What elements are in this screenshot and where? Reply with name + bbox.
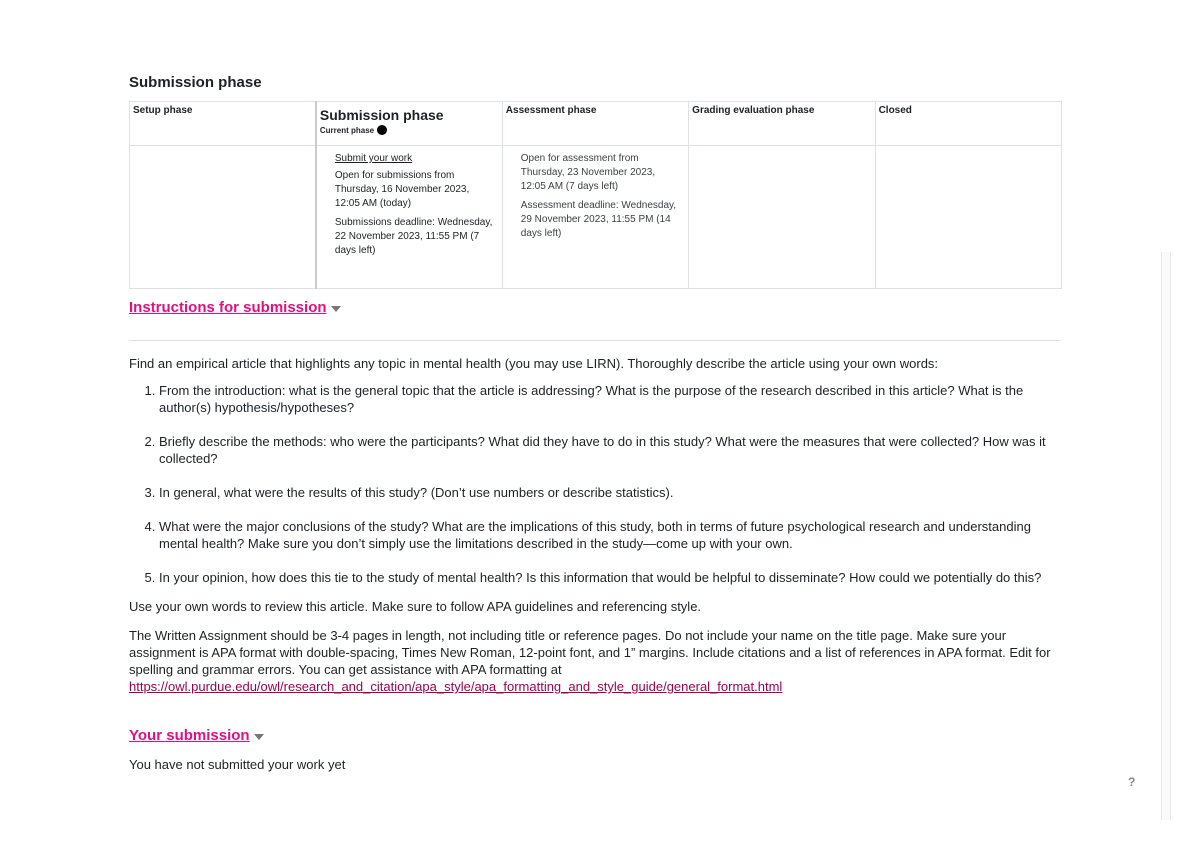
- phase-header-submission: [316, 102, 502, 146]
- phase-header-setup: Setup phase: [130, 102, 316, 146]
- current-phase-label: Current phase: [319, 125, 375, 135]
- review-note: Use your own words to review this article. Make sure to follow APA guidelines and referencing style.: [129, 599, 702, 614]
- help-icon[interactable]: ?: [1128, 775, 1136, 789]
- submission-deadline-info: Submissions deadline: Wednesday, 22 November 2023, 11:55 PM (7 days left): [334, 217, 493, 256]
- current-phase-indicator: [320, 125, 499, 135]
- phase-header-grading: Grading evaluation phase: [689, 102, 875, 146]
- question-item: 3. In general, what were the results of this study? (Don’t use numbers or describe statistics).: [159, 484, 1061, 501]
- active-phase-title: Submission phase: [319, 107, 444, 123]
- phase-cell-setup: [130, 146, 316, 289]
- assessment-deadline-info: Assessment deadline: Wednesday, 29 November 2023, 11:55 PM (14 days left): [520, 200, 677, 239]
- page-title: Submission phase: [129, 74, 262, 91]
- instructions-question-list: [129, 382, 1061, 586]
- phase-cell-submission: [316, 146, 502, 289]
- question-item: 5. In your opinion, how does this tie to the study of mental health? Is this information that would be helpful to disseminate? How could we potentially do this?: [159, 569, 1061, 586]
- phase-cell-assessment: [502, 146, 688, 289]
- caret-down-icon[interactable]: [331, 306, 341, 312]
- question-item: 2. Briefly describe the methods: who were the participants? What did they have to do in this study? What were the measures that were collected? How was it collected?: [159, 433, 1061, 467]
- submit-work-link[interactable]: Submit your work: [334, 153, 413, 164]
- format-note-text: The Written Assignment should be 3-4 pages in length, not including title or reference pages. Do not include your name on the title page. Make sure your assignment is APA format with double-spacing, Times New Roman, 12-point font, and 1” margins. Include citations and a list of references in APA format. Edit for spelling and grammar errors. You can get assistance with APA formatting at: [129, 628, 1051, 677]
- phase-header-assessment: Assessment phase: [502, 102, 688, 146]
- caret-down-icon[interactable]: [254, 734, 264, 740]
- instructions-toggle[interactable]: [129, 299, 1061, 316]
- submission-toggle[interactable]: [129, 727, 1061, 744]
- question-item: 4. What were the major conclusions of the study? What are the implications of this study, both in terms of future psychological research and understanding mental health? Make sure you don’t simply use the limitations described in the study—come up with your own.: [159, 518, 1061, 552]
- assessment-open-info: Open for assessment from Thursday, 23 November 2023, 12:05 AM (7 days left): [520, 153, 656, 192]
- main-content: [129, 72, 1061, 772]
- question-item: 1. From the introduction: what is the general topic that the article is addressing? What is the purpose of the research described in this article? What is the author(s) hypothesis/hypotheses?: [159, 382, 1061, 416]
- instructions-intro: Find an empirical article that highlights any topic in mental health (you may use LIRN). Thoroughly describe the article using your own words:: [129, 356, 939, 371]
- format-note-paragraph: [129, 627, 1061, 695]
- section-divider: [129, 340, 1061, 341]
- submission-open-info: Open for submissions from Thursday, 16 November 2023, 12:05 AM (today): [334, 170, 470, 209]
- scrollbar[interactable]: [1161, 252, 1171, 820]
- phase-cell-closed: [875, 146, 1061, 289]
- phase-cell-grading: [689, 146, 875, 289]
- apa-format-link[interactable]: https://owl.purdue.edu/owl/research_and_citation/apa_style/apa_formatting_and_style_guide/general_format.html: [129, 679, 783, 694]
- current-phase-dot-icon: [377, 125, 387, 135]
- phases-table: [129, 101, 1062, 289]
- instructions-heading[interactable]: Instructions for submission: [129, 299, 327, 316]
- submission-heading[interactable]: Your submission: [129, 727, 250, 744]
- submission-status: You have not submitted your work yet: [129, 757, 346, 772]
- phase-header-closed: Closed: [875, 102, 1061, 146]
